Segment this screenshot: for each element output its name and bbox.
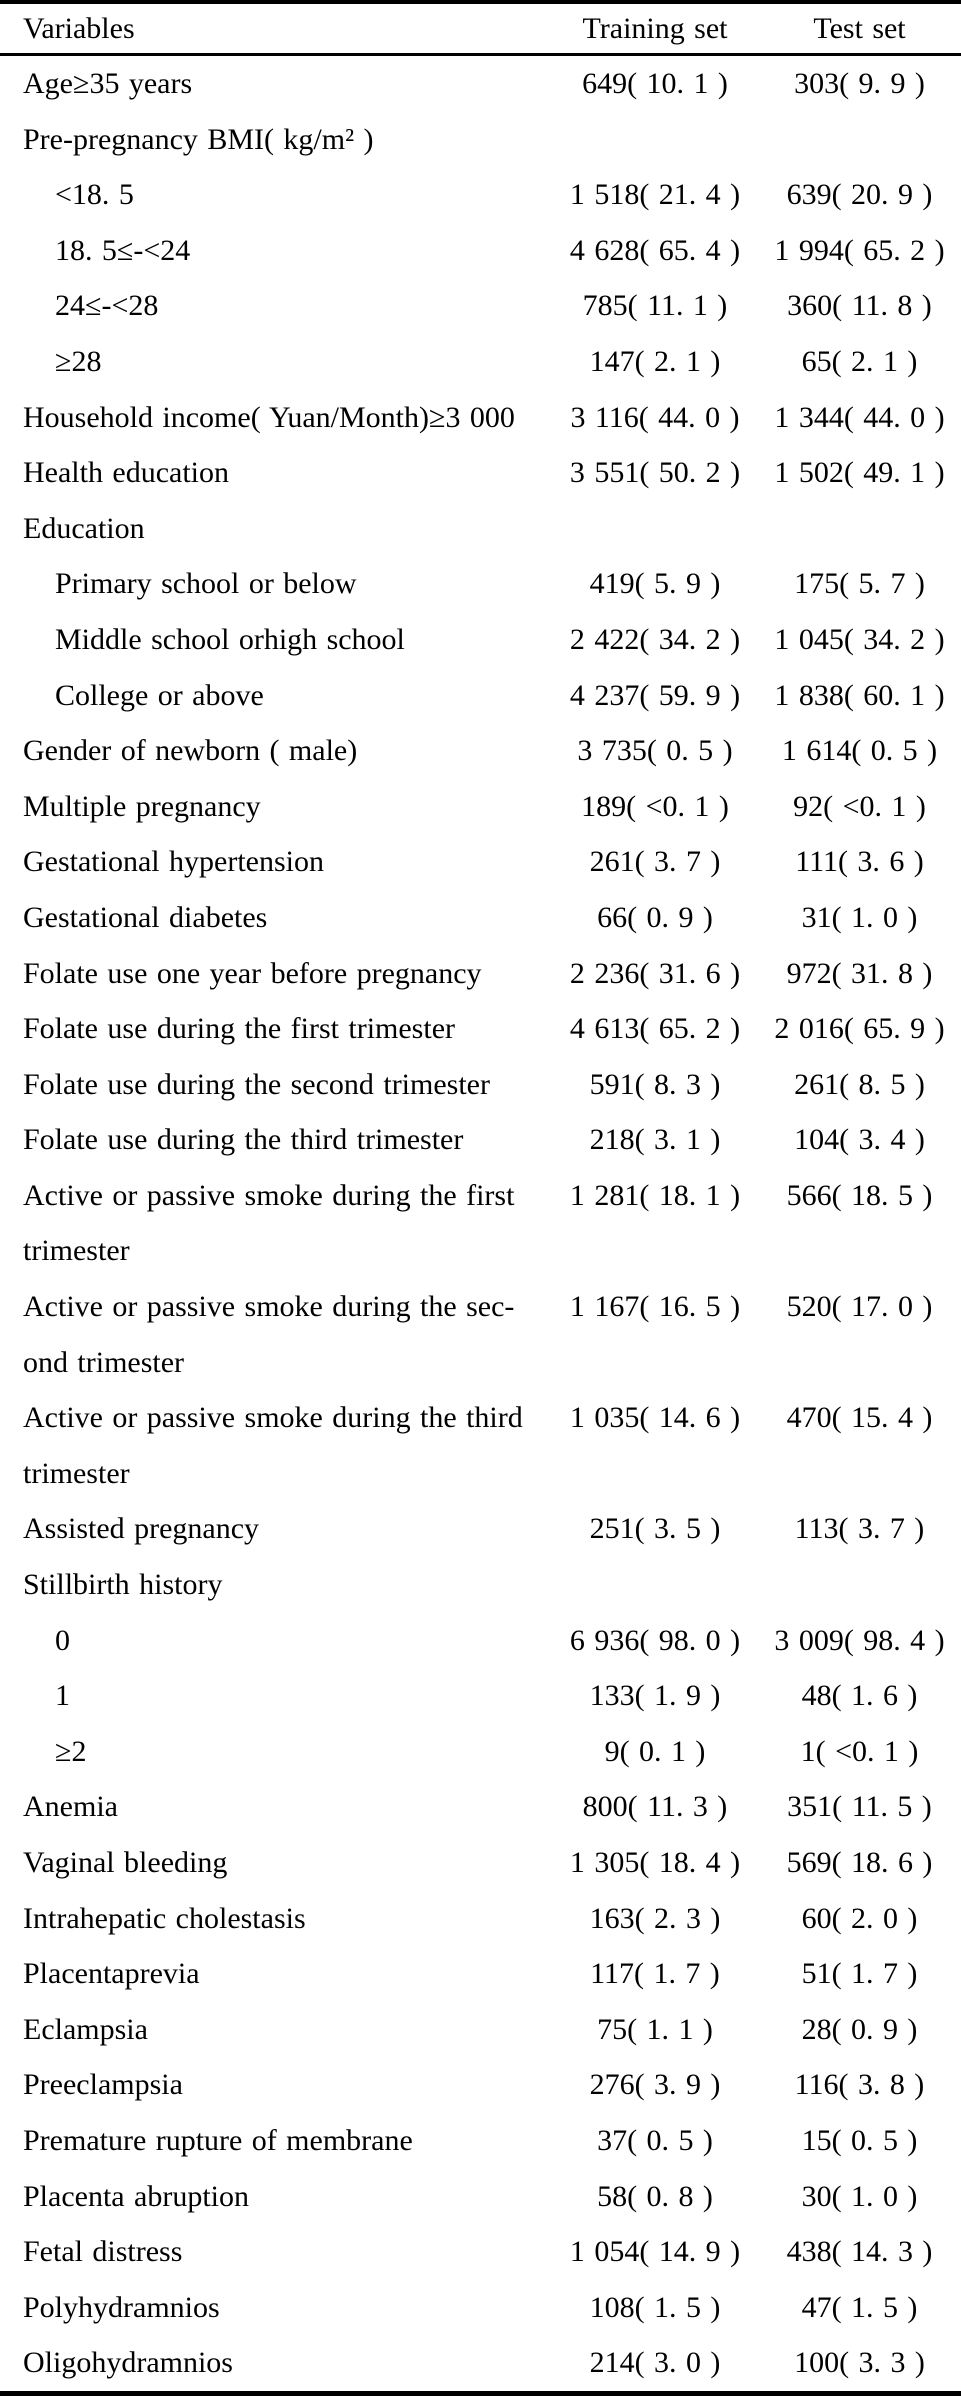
test-set-value: 60( 2. 0 ) [801,1901,918,1935]
variable-label-line: Folate use during the third trimester [23,1123,464,1157]
variable-label-line: Health education [23,456,230,490]
table-row [0,2002,961,2058]
variable-label-line: Multiple pregnancy [23,789,261,823]
test-set-value: 520( 17. 0 ) [786,1290,933,1324]
variable-label-line: Folate use during the second trimester [23,1067,490,1101]
training-set-value: 785( 11. 1 ) [582,289,728,323]
training-set-value: 9( 0. 1 ) [604,1734,706,1768]
training-set-value: 1 305( 18. 4 ) [569,1846,741,1879]
variable-label [0,278,540,334]
variable-label-line: Eclampsia [23,2012,148,2046]
variable-label [0,2057,540,2113]
table-row [0,2335,961,2391]
test-set-value: 1 838( 60. 1 ) [774,678,945,712]
test-set-value: 3 009( 98. 4 ) [774,1623,945,1657]
test-set-value: 566( 18. 5 ) [786,1178,933,1212]
table-row [0,1057,961,1113]
variable-label-line: Fetal distress [23,2235,183,2269]
variable-label [0,390,540,446]
training-set-value: 163( 2. 3 ) [589,1901,721,1935]
table-row [0,112,961,168]
variable-label [0,1613,540,1669]
test-set-value: 261( 8. 5 ) [794,1067,925,1101]
variable-label-line: College or above [55,678,264,712]
test-set-value: 438( 14. 3 ) [786,2235,933,2269]
table-row [0,1946,961,2002]
test-set-value: 639( 20. 9 ) [786,178,933,212]
table-row [0,2113,961,2169]
table-row [0,1891,961,1947]
table-row [0,278,961,334]
test-set-value: 1 614( 0. 5 ) [781,734,938,768]
variable-label [0,1724,540,1780]
variable-label [0,2280,540,2336]
test-set-value: 2 016( 65. 9 ) [774,1012,945,1046]
variable-label [0,1168,540,1279]
variable-label-line: Age≥35 years [23,67,193,100]
table-header-row [0,4,961,53]
variable-label [0,556,540,612]
training-set-value: 117( 1. 7 ) [590,1957,720,1991]
table-row [0,668,961,724]
variable-label [0,445,540,501]
table-row [0,556,961,612]
variable-label-line: Intrahepatic cholestasis [23,1901,306,1935]
variable-label [0,1057,540,1113]
variable-label-line: Primary school or below [55,567,357,601]
training-set-value: 3 116( 44. 0 ) [570,400,740,434]
variable-label [0,223,540,279]
table-row [0,612,961,668]
variable-label-line: Anemia [23,1790,118,1824]
variable-label [0,834,540,890]
table-row [0,723,961,779]
test-set-value: 1 994( 65. 2 ) [774,233,945,267]
variable-label [0,779,540,835]
variable-label [0,2002,540,2058]
variable-label-line: Vaginal bleeding [23,1846,228,1879]
table-row [0,834,961,890]
training-set-value: 58( 0. 8 ) [597,2179,713,2213]
table-row [0,1168,961,1279]
training-set-value: 1 518( 21. 4 ) [569,178,741,212]
variable-label [0,946,540,1002]
variable-label [0,612,540,668]
table-row [0,167,961,223]
test-set-value: 1 502( 49. 1 ) [774,456,945,490]
variable-label [0,56,540,112]
variable-label [0,2113,540,2169]
variable-label [0,1390,540,1501]
training-set-value: 649( 10. 1 ) [582,67,728,100]
test-set-value: 31( 1. 0 ) [801,900,918,934]
training-set-value: 37( 0. 5 ) [597,2123,713,2157]
variable-label-line: Active or passive smoke during the sec- [23,1290,515,1324]
training-set-value: 419( 5. 9 ) [589,567,721,601]
variable-label [0,167,540,223]
training-set-value: 2 236( 31. 6 ) [569,956,741,990]
training-set-value: 4 613( 65. 2 ) [569,1012,741,1046]
test-set-value: 113( 3. 7 ) [794,1512,925,1546]
training-set-value: 2 422( 34. 2 ) [569,622,741,656]
column-header-test-set: Test set [813,11,906,45]
training-set-value: 591( 8. 3 ) [589,1067,721,1101]
variable-label [0,1112,540,1168]
variable-label [0,2224,540,2280]
variable-label [0,1668,540,1724]
variable-label [0,2169,540,2225]
training-set-value: 4 237( 59. 9 ) [569,678,741,712]
test-set-value: 15( 0. 5 ) [801,2123,918,2157]
table-row [0,1390,961,1501]
variable-label [0,890,540,946]
variable-label-line: Assisted pregnancy [23,1512,260,1546]
variable-label-line: trimester [23,1234,130,1268]
variable-label-line: ond trimester [23,1345,185,1379]
training-set-value: 218( 3. 1 ) [589,1123,721,1157]
variable-label-line: Folate use during the first trimester [23,1012,456,1046]
variable-label-line: Gender of newborn ( male) [23,734,358,768]
test-set-value: 116( 3. 8 ) [794,2068,925,2102]
variable-label-line: Folate use one year before pregnancy [23,956,482,990]
training-set-value: 133( 1. 9 ) [589,1679,721,1713]
variable-label-line: Pre-pregnancy BMI( kg/m² ) [23,122,374,156]
variable-label [0,1279,540,1390]
table-row [0,390,961,446]
table-body [0,56,961,2391]
variable-label [0,1557,540,1613]
test-set-value: 47( 1. 5 ) [801,2290,918,2324]
variable-label-line: Household income( Yuan/Month)≥3 000 [23,400,515,434]
variable-label-line: Active or passive smoke during the first [23,1178,515,1212]
test-set-value: 51( 1. 7 ) [801,1957,918,1991]
table-bottom-rule [0,2391,961,2396]
training-set-value: 261( 3. 7 ) [589,845,721,879]
test-set-value: 1( <0. 1 ) [800,1734,919,1768]
training-set-value: 66( 0. 9 ) [597,900,713,934]
training-set-value: 6 936( 98. 0 ) [569,1623,741,1657]
test-set-value: 1 344( 44. 0 ) [774,400,945,434]
variable-label [0,723,540,779]
table-row [0,445,961,501]
variable-label [0,1779,540,1835]
training-set-value: 800( 11. 3 ) [582,1790,728,1824]
table-row [0,2224,961,2280]
variable-label-line: Gestational diabetes [23,900,268,934]
test-set-value: 111( 3. 6 ) [795,845,924,879]
variable-label [0,1891,540,1947]
test-set-value: 470( 15. 4 ) [786,1401,933,1435]
training-set-value: 1 054( 14. 9 ) [569,2235,741,2269]
table-row [0,1835,961,1891]
variable-label-line: Middle school orhigh school [55,622,405,656]
training-set-value: 4 628( 65. 4 ) [569,233,741,267]
table-row [0,890,961,946]
variable-label-line: Gestational hypertension [23,845,325,879]
test-set-value: 175( 5. 7 ) [794,567,925,601]
table-row [0,2280,961,2336]
table-row [0,56,961,112]
test-set-value: 972( 31. 8 ) [786,956,933,990]
table-row [0,2057,961,2113]
variable-label-line: Polyhydramnios [23,2290,220,2324]
test-set-value: 303( 9. 9 ) [794,67,925,100]
test-set-value: 30( 1. 0 ) [801,2179,918,2213]
variable-label-line: 1 [55,1679,70,1713]
test-set-value: 48( 1. 6 ) [801,1679,918,1713]
training-set-value: 3 735( 0. 5 ) [577,734,733,768]
test-set-value: 1 045( 34. 2 ) [774,622,945,656]
training-set-value: 147( 2. 1 ) [589,344,721,378]
variable-label-line: 0 [55,1623,70,1657]
variable-label [0,2335,540,2391]
table-row [0,1724,961,1780]
test-set-value: 65( 2. 1 ) [801,344,918,378]
variable-label [0,1835,540,1891]
variable-label-line: ≥2 [55,1734,87,1768]
variable-label [0,1946,540,2002]
training-set-value: 214( 3. 0 ) [589,2346,721,2380]
training-set-value: 1 281( 18. 1 ) [569,1178,741,1212]
test-set-value: 28( 0. 9 ) [801,2012,918,2046]
column-header-training-set: Training set [582,11,728,45]
training-set-value: 3 551( 50. 2 ) [569,456,741,490]
column-header-variables: Variables [23,11,135,45]
training-set-value: 276( 3. 9 ) [589,2068,721,2102]
table-row [0,501,961,557]
variable-label-line: Placenta abruption [23,2179,250,2213]
training-set-value: 189( <0. 1 ) [581,789,729,823]
variable-label-line: Oligohydramnios [23,2346,233,2380]
test-set-value: 569( 18. 6 ) [786,1846,933,1879]
variable-label-line: 18. 5≤-<24 [55,233,191,267]
variable-label-line: Stillbirth history [23,1568,223,1602]
table-row [0,1279,961,1390]
test-set-value: 104( 3. 4 ) [794,1123,925,1157]
table-row [0,334,961,390]
variable-label [0,1001,540,1057]
variable-label [0,1501,540,1557]
variable-label [0,112,540,168]
table-row [0,1501,961,1557]
test-set-value: 92( <0. 1 ) [793,789,926,823]
table-row [0,1112,961,1168]
training-set-value: 75( 1. 1 ) [597,2012,713,2046]
training-set-value: 1 035( 14. 6 ) [569,1401,741,1435]
variable-label-line: Active or passive smoke during the third [23,1401,523,1435]
table-row [0,779,961,835]
test-set-value: 351( 11. 5 ) [787,1790,932,1824]
variable-label-line: 24≤-<28 [55,289,159,323]
variable-label [0,501,540,557]
variable-label-line: trimester [23,1456,130,1490]
variable-label [0,668,540,724]
test-set-value: 100( 3. 3 ) [794,2346,925,2380]
table-row [0,223,961,279]
table-row [0,1001,961,1057]
test-set-value: 360( 11. 8 ) [787,289,932,323]
variable-label [0,334,540,390]
table-row [0,1557,961,1613]
table-row [0,1613,961,1669]
variable-label-line: Preeclampsia [23,2068,183,2102]
table-row [0,946,961,1002]
variable-label-line: ≥28 [55,344,102,378]
variable-label-line: <18. 5 [55,178,134,212]
variable-label-line: Placentaprevia [23,1957,200,1991]
variable-label-line: Education [23,511,145,545]
training-set-value: 1 167( 16. 5 ) [569,1290,741,1324]
variable-label-line: Premature rupture of membrane [23,2123,413,2157]
training-set-value: 251( 3. 5 ) [589,1512,721,1546]
table-row [0,1779,961,1835]
training-set-value: 108( 1. 5 ) [589,2290,721,2324]
table-row [0,1668,961,1724]
table-row [0,2169,961,2225]
